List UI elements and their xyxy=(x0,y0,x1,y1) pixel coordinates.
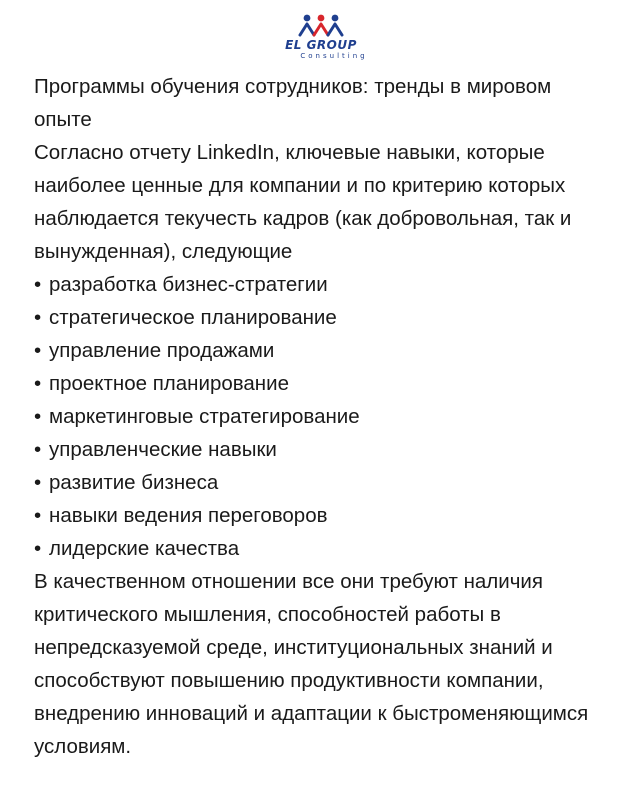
conclusion-paragraph: В качественном отношении все они требуют наличия критического мышления, способностей работы в непредсказуемой среде, институциональных знаний и способствуют повышению продуктивности компании, внедрению инноваций и адаптации к быстроменяющимся условиям. xyxy=(34,570,589,758)
list-item: • проектное планирование xyxy=(34,367,614,400)
list-item: • лидерские качества xyxy=(34,532,614,565)
list-item: • развитие бизнеса xyxy=(34,466,614,499)
intro-paragraph: Согласно отчету LinkedIn, ключевые навыки, которые наиболее ценные для компании и по критерию которых наблюдается текучесть кадров (как добровольная, так и вынужденная), следующие xyxy=(34,141,572,263)
list-item: • управление продажами xyxy=(34,334,614,367)
people-logo-icon xyxy=(298,14,344,38)
logo-subtitle: Consulting xyxy=(300,52,368,60)
list-item: • маркетинговые стратегирование xyxy=(34,400,614,433)
skills-list xyxy=(34,268,614,565)
document-body xyxy=(34,70,614,763)
logo-name: EL GROUP xyxy=(285,38,357,52)
list-item: • стратегическое планирование xyxy=(34,301,614,334)
document-title: Программы обучения сотрудников: тренды в мировом опыте xyxy=(34,75,552,131)
company-logo xyxy=(0,14,642,76)
list-item: • разработка бизнес-стратегии xyxy=(34,268,614,301)
list-item: • управленческие навыки xyxy=(34,433,614,466)
list-item: • навыки ведения переговоров xyxy=(34,499,614,532)
